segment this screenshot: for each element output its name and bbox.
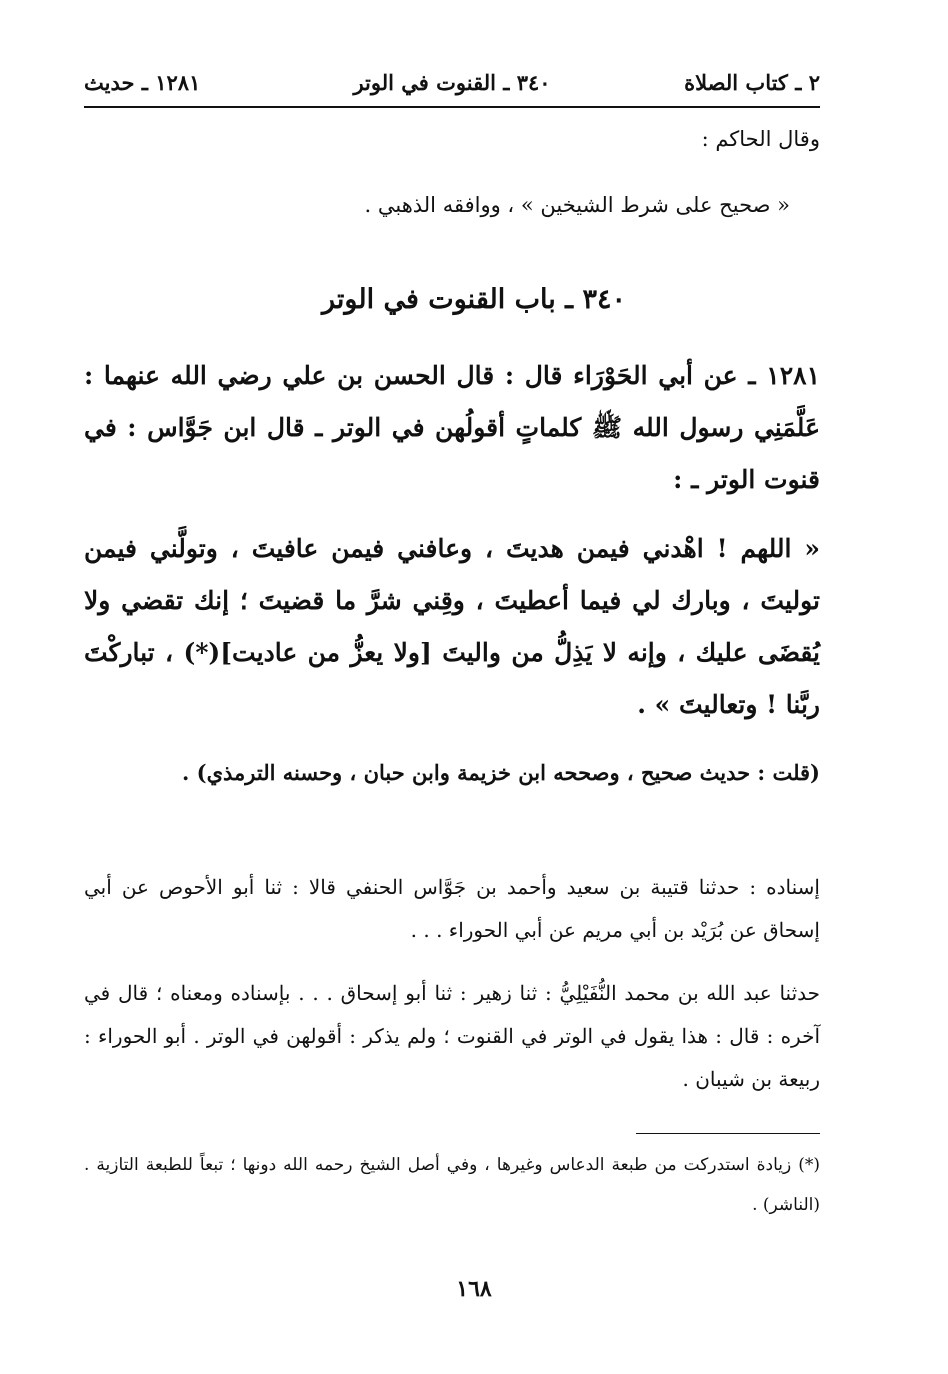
header-section-title: ٣٤٠ ـ القنوت في الوتر: [353, 70, 551, 95]
grading-note: (قلت : حديث صحيح ، وصححه ابن خزيمة وابن حبان ، وحسنه الترمذي) .: [182, 760, 820, 785]
header-book-title: ٢ ـ كتاب الصلاة: [684, 70, 820, 95]
isnad-paragraph-2: حدثنا عبد الله بن محمد النُّفَيْلِيُّ : ثنا زهير : ثنا أبو إسحاق . . . بإسناده ومعناه ؛ قال في آخره : قال : هذا يقول في الوتر في القنوت ؛ ولم يذكر : أقولهن في الوتر . أبو الحوراء : ربيعة بن شيبان .: [84, 981, 820, 1091]
hadith-head: ١٢٨١ ـ عن أبي الحَوْرَاء قال : قال الحسن بن علي رضي الله عنهما : عَلَّمَنِي رسول الله ﷺ كلماتٍ أقولُهن في الوتر ـ قال ابن جَوَّاس : في قنوت الوتر ـ :: [84, 361, 820, 494]
intro-line-hakim: وقال الحاكم :: [701, 127, 820, 151]
running-header: [84, 66, 820, 108]
hadith-supplication: « اللهم ! اهْدني فيمن هديتَ ، وعافني فيمن عافيتَ ، وتولَّني فيمن توليتَ ، وبارك لي فيما أعطيتَ ، وقِني شرَّ ما قضيتَ ؛ إنك تقضي ولا يُقضَى عليك ، وإنه لا يَذِلُّ من واليتَ [ولا يعزُّ من عاديت](*) ، تباركْتَ ربَّنا ! وتعاليتَ » .: [84, 534, 820, 719]
footnote-divider: [636, 1133, 820, 1134]
page-number: ١٦٨: [456, 1276, 492, 1302]
header-hadith-number: ١٢٨١ ـ حديث: [84, 70, 201, 95]
isnad-paragraph-1: إسناده : حدثنا قتيبة بن سعيد وأحمد بن جَوَّاس الحنفي قالا : ثنا أبو الأحوص عن أبي إسحاق عن بُرَيْد بن أبي مريم عن أبي الحوراء . . .: [84, 875, 820, 942]
footnote: (*) زيادة استدركت من طبعة الدعاس وغيرها ، وفي أصل الشيخ رحمه الله دونها ؛ تبعاً للطبعة التازية . (الناشر) .: [84, 1155, 820, 1215]
intro-line-grading: « صحيح على شرط الشيخين » ، ووافقه الذهبي .: [364, 193, 790, 217]
chapter-title: ٣٤٠ ـ باب القنوت في الوتر: [322, 284, 626, 315]
